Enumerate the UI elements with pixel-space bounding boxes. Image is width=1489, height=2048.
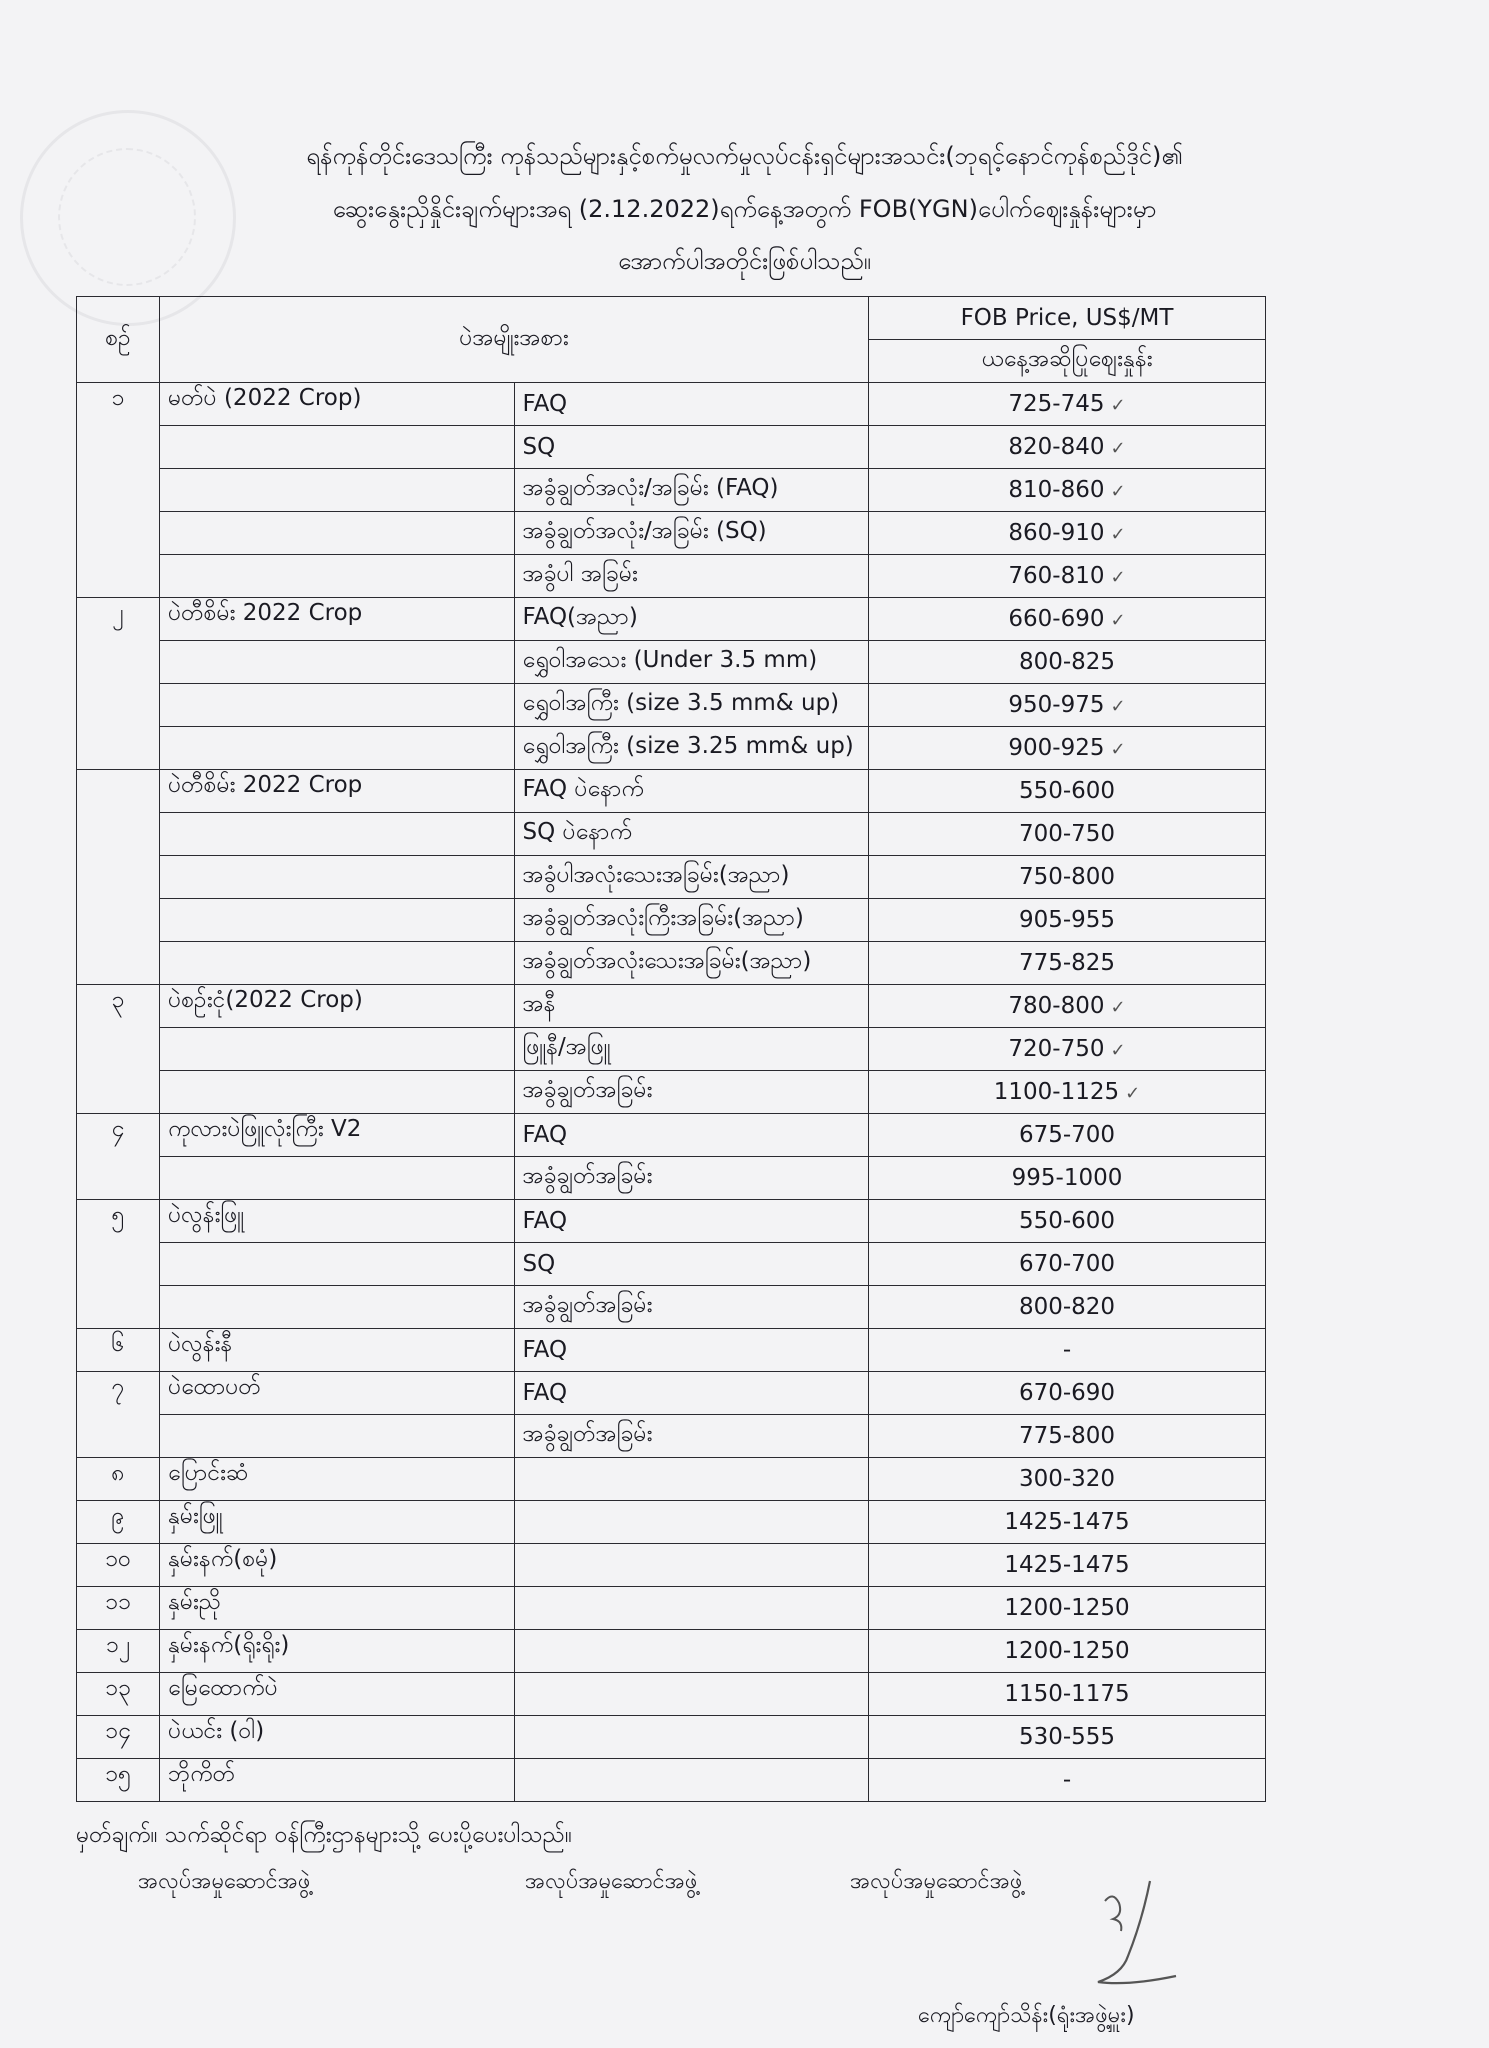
table-row [77, 727, 1266, 770]
cell-item-type [160, 856, 515, 899]
price-value: 550-600 [1018, 778, 1116, 804]
price-value: 1100-1125 [993, 1079, 1120, 1105]
table-row [77, 1716, 1266, 1759]
price-value: 670-700 [1018, 1251, 1116, 1277]
cell-grade: အခွံချွတ်အလုံး/အခြမ်း (FAQ) [514, 469, 869, 512]
cell-price [869, 1544, 1266, 1587]
cell-price [869, 1673, 1266, 1716]
cell-price [869, 899, 1266, 942]
price-value: 1425-1475 [1004, 1509, 1130, 1535]
cell-item-type: မတ်ပဲ (2022 Crop) [160, 383, 515, 426]
table-row [77, 1415, 1266, 1458]
cell-price [869, 1587, 1266, 1630]
cell-grade [514, 1501, 869, 1544]
table-row [77, 813, 1266, 856]
cell-item-type: နှမ်းညို [160, 1587, 515, 1630]
cell-grade: FAQ(အညာ) [514, 598, 869, 641]
cell-grade: အခွံချွတ်အခြမ်း [514, 1071, 869, 1114]
cell-item-type [160, 1243, 515, 1286]
price-value: 1200-1250 [1004, 1595, 1130, 1621]
check-mark-icon: ✓ [1110, 997, 1126, 1018]
cell-price [869, 1028, 1266, 1071]
cell-price [869, 770, 1266, 813]
heading-line-2: ဆွေးနွေးညှိနှိုင်းချက်များအရ (2.12.2022)ရက်နေ့အတွက် FOB(YGN)ပေါက်ဈေးနှုန်းများမှာ [332, 195, 1157, 223]
cell-serial-no: ၃ [77, 985, 160, 1114]
handwritten-signature [1090, 1876, 1200, 1996]
cell-price [869, 1200, 1266, 1243]
price-value: 300-320 [1018, 1466, 1116, 1492]
table-row [77, 1544, 1266, 1587]
price-value: 670-690 [1018, 1380, 1116, 1406]
price-table [76, 296, 1266, 1802]
col-header-price: FOB Price, US$/MT [869, 297, 1266, 340]
cell-price [869, 1415, 1266, 1458]
cell-price [869, 942, 1266, 985]
price-value: 775-800 [1018, 1423, 1116, 1449]
price-value: 1200-1250 [1004, 1638, 1130, 1664]
cell-price [869, 598, 1266, 641]
table-row [77, 1501, 1266, 1544]
cell-price [869, 512, 1266, 555]
check-mark-icon: ✓ [1110, 524, 1126, 545]
cell-serial-no: ၁၅ [77, 1759, 160, 1802]
cell-grade [514, 1458, 869, 1501]
cell-item-type: ပဲယင်း (ဝါ) [160, 1716, 515, 1759]
price-value: 1150-1175 [1004, 1681, 1130, 1707]
cell-grade: FAQ [514, 1114, 869, 1157]
cell-price [869, 1630, 1266, 1673]
cell-item-type [160, 512, 515, 555]
col-header-item: ပဲအမျိုးအစား [160, 297, 869, 383]
table-row [77, 1759, 1266, 1802]
cell-serial-no: ၂ [77, 598, 160, 770]
cell-price [869, 684, 1266, 727]
cell-grade: FAQ [514, 1372, 869, 1415]
cell-price [869, 1716, 1266, 1759]
cell-grade: အခွံချွတ်အခြမ်း [514, 1415, 869, 1458]
table-row [77, 684, 1266, 727]
check-mark-icon: ✓ [1110, 567, 1126, 588]
heading-line-3: အောက်ပါအတိုင်းဖြစ်ပါသည်။ [618, 247, 871, 275]
price-value: 800-825 [1018, 649, 1116, 675]
table-row [77, 555, 1266, 598]
footer-note: မှတ်ချက်။ သက်ဆိုင်ရာ ဝန်ကြီးဌာနများသို့ ပေးပို့ပေးပါသည်။ [76, 1822, 572, 1848]
cell-item-type [160, 942, 515, 985]
cell-grade: ရွှေဝါအသေး (Under 3.5 mm) [514, 641, 869, 684]
cell-grade: SQ ပဲနောက် [514, 813, 869, 856]
price-value: 810-860 [1008, 477, 1105, 503]
cell-grade: အခွံချွတ်အလုံးကြီးအခြမ်း(အညာ) [514, 899, 869, 942]
cell-item-type: ပဲတီစိမ်း 2022 Crop [160, 770, 515, 813]
table-row [77, 383, 1266, 426]
cell-grade [514, 1587, 869, 1630]
cell-grade: FAQ [514, 1329, 869, 1372]
price-value: 860-910 [1008, 520, 1105, 546]
cell-serial-no: ၉ [77, 1501, 160, 1544]
table-row [77, 1630, 1266, 1673]
col-header-price-sub: ယနေ့အဆိုပြုဈေးနှုန်း [869, 340, 1266, 383]
cell-item-type [160, 426, 515, 469]
cell-grade: ဖြူနီ/အဖြူ [514, 1028, 869, 1071]
cell-item-type: ပဲလွန်းနီ [160, 1329, 515, 1372]
cell-grade [514, 1716, 869, 1759]
heading-line-1: ရန်ကုန်တိုင်းဒေသကြီး ကုန်သည်များနှင့်စက်မှုလက်မှုလုပ်ငန်းရှင်များအသင်း(ဘုရင့်နောင်ကုန်စည်ဒိုင်)၏ [306, 142, 1183, 170]
cell-grade: ရွှေဝါအကြီး (size 3.5 mm& up) [514, 684, 869, 727]
table-row [77, 985, 1266, 1028]
cell-price [869, 1501, 1266, 1544]
table-row [77, 512, 1266, 555]
cell-item-type: ပဲလွန်းဖြူ [160, 1200, 515, 1243]
table-row [77, 598, 1266, 641]
cell-serial-no: ၁၁ [77, 1587, 160, 1630]
price-value: 995-1000 [1011, 1165, 1123, 1191]
price-value: 760-810 [1008, 563, 1105, 589]
cell-serial-no: ၈ [77, 1458, 160, 1501]
cell-price [869, 1243, 1266, 1286]
price-value: 725-745 [1008, 391, 1105, 417]
table-body [77, 383, 1266, 1802]
table-row [77, 1329, 1266, 1372]
price-value: 820-840 [1008, 434, 1105, 460]
signature-label-3: အလုပ်အမှုဆောင်အဖွဲ့ [850, 1869, 1023, 1894]
cell-price [869, 383, 1266, 426]
price-value: 800-820 [1018, 1294, 1116, 1320]
cell-grade [514, 1630, 869, 1673]
price-value: 720-750 [1008, 1036, 1105, 1062]
price-value: 780-800 [1008, 993, 1105, 1019]
table-row [77, 1200, 1266, 1243]
table-row [77, 1028, 1266, 1071]
cell-price [869, 1759, 1266, 1802]
check-mark-icon: ✓ [1110, 395, 1126, 416]
cell-grade: SQ [514, 1243, 869, 1286]
cell-item-type [160, 1415, 515, 1458]
cell-serial-no: ၄ [77, 1114, 160, 1200]
cell-price [869, 1286, 1266, 1329]
check-mark-icon: ✓ [1110, 438, 1126, 459]
cell-grade: အခွံချွတ်အလုံး/အခြမ်း (SQ) [514, 512, 869, 555]
cell-item-type [160, 727, 515, 770]
check-mark-icon: ✓ [1110, 610, 1126, 631]
cell-item-type [160, 899, 515, 942]
cell-grade: အခွံချွတ်အခြမ်း [514, 1286, 869, 1329]
cell-price [869, 1157, 1266, 1200]
cell-serial-no [77, 770, 160, 985]
cell-item-type: ဘိုကိတ် [160, 1759, 515, 1802]
check-mark-icon: ✓ [1110, 1040, 1126, 1061]
cell-item-type [160, 641, 515, 684]
price-value: 1425-1475 [1004, 1552, 1130, 1578]
cell-item-type: နှမ်းနက်(ရိုးရိုး) [160, 1630, 515, 1673]
cell-serial-no: ၁၀ [77, 1544, 160, 1587]
price-value: 700-750 [1018, 821, 1116, 847]
table-row [77, 641, 1266, 684]
table-row [77, 1114, 1266, 1157]
cell-price [869, 641, 1266, 684]
cell-grade: အခွံပါ အခြမ်း [514, 555, 869, 598]
cell-serial-no: ၁၂ [77, 1630, 160, 1673]
cell-serial-no: ၆ [77, 1329, 160, 1372]
cell-grade: SQ [514, 426, 869, 469]
price-value: 550-600 [1018, 1208, 1116, 1234]
cell-price [869, 426, 1266, 469]
price-value: - [1062, 1337, 1072, 1363]
check-mark-icon: ✓ [1110, 481, 1126, 502]
cell-item-type [160, 469, 515, 512]
cell-grade: အခွံချွတ်အလုံးသေးအခြမ်း(အညာ) [514, 942, 869, 985]
cell-price [869, 555, 1266, 598]
price-value: 530-555 [1018, 1724, 1116, 1750]
cell-grade: FAQ ပဲနောက် [514, 770, 869, 813]
cell-price [869, 856, 1266, 899]
price-value: 950-975 [1008, 692, 1105, 718]
cell-serial-no: ၅ [77, 1200, 160, 1329]
cell-item-type: ပဲတီစိမ်း 2022 Crop [160, 598, 515, 641]
chairperson-signature: ကျော်ကျော်သိန်း(ရုံးအဖွဲ့မှူး) [918, 2003, 1135, 2028]
price-value: 900-925 [1008, 735, 1105, 761]
price-value: 660-690 [1008, 606, 1105, 632]
cell-price [869, 1458, 1266, 1501]
cell-serial-no: ၁ [77, 383, 160, 598]
cell-price [869, 727, 1266, 770]
table-row [77, 770, 1266, 813]
table-row [77, 1587, 1266, 1630]
cell-grade: အခွံပါအလုံးသေးအခြမ်း(အညာ) [514, 856, 869, 899]
table-row [77, 1071, 1266, 1114]
cell-price [869, 1071, 1266, 1114]
cell-item-type [160, 555, 515, 598]
cell-price [869, 1372, 1266, 1415]
cell-grade [514, 1759, 869, 1802]
col-header-no: စဉ် [77, 297, 160, 383]
cell-grade: ရွှေဝါအကြီး (size 3.25 mm& up) [514, 727, 869, 770]
check-mark-icon: ✓ [1110, 739, 1126, 760]
cell-item-type [160, 1157, 515, 1200]
cell-price [869, 985, 1266, 1028]
cell-item-type [160, 1286, 515, 1329]
table-row [77, 942, 1266, 985]
cell-item-type: ကုလားပဲဖြူလုံးကြီး V2 [160, 1114, 515, 1157]
cell-item-type: နှမ်းနက်(စမုံ) [160, 1544, 515, 1587]
cell-item-type: မြေထောက်ပဲ [160, 1673, 515, 1716]
cell-price [869, 1114, 1266, 1157]
table-row [77, 469, 1266, 512]
table-row [77, 1458, 1266, 1501]
cell-price [869, 469, 1266, 512]
table-row [77, 1243, 1266, 1286]
cell-serial-no: ၁၄ [77, 1716, 160, 1759]
cell-item-type: ပဲစဉ်းငုံ(2022 Crop) [160, 985, 515, 1028]
cell-serial-no: ၇ [77, 1372, 160, 1458]
price-value: 675-700 [1018, 1122, 1116, 1148]
table-row [77, 426, 1266, 469]
table-row [77, 899, 1266, 942]
table-row [77, 1673, 1266, 1716]
cell-serial-no: ၁၃ [77, 1673, 160, 1716]
table-header-row [77, 297, 1266, 340]
cell-grade: FAQ [514, 383, 869, 426]
table-row [77, 856, 1266, 899]
price-value: 905-955 [1018, 907, 1116, 933]
cell-item-type [160, 684, 515, 727]
price-value: 775-825 [1018, 950, 1116, 976]
cell-item-type: နှမ်းဖြူ [160, 1501, 515, 1544]
cell-price [869, 1329, 1266, 1372]
price-value: 750-800 [1018, 864, 1116, 890]
cell-item-type [160, 1071, 515, 1114]
table-row [77, 1157, 1266, 1200]
cell-grade: အခွံချွတ်အခြမ်း [514, 1157, 869, 1200]
cell-grade: FAQ [514, 1200, 869, 1243]
cell-item-type [160, 813, 515, 856]
cell-grade [514, 1544, 869, 1587]
cell-price [869, 813, 1266, 856]
check-mark-icon: ✓ [1110, 696, 1126, 717]
price-value: - [1062, 1767, 1072, 1793]
cell-grade [514, 1673, 869, 1716]
table-row [77, 1286, 1266, 1329]
signature-label-1: အလုပ်အမှုဆောင်အဖွဲ့ [138, 1869, 311, 1894]
cell-grade: အနီ [514, 985, 869, 1028]
cell-item-type: ပဲထောပတ် [160, 1372, 515, 1415]
table-row [77, 1372, 1266, 1415]
check-mark-icon: ✓ [1125, 1083, 1141, 1104]
signature-label-2: အလုပ်အမှုဆောင်အဖွဲ့ [525, 1869, 698, 1894]
cell-item-type [160, 1028, 515, 1071]
cell-item-type: ပြောင်းဆံ [160, 1458, 515, 1501]
